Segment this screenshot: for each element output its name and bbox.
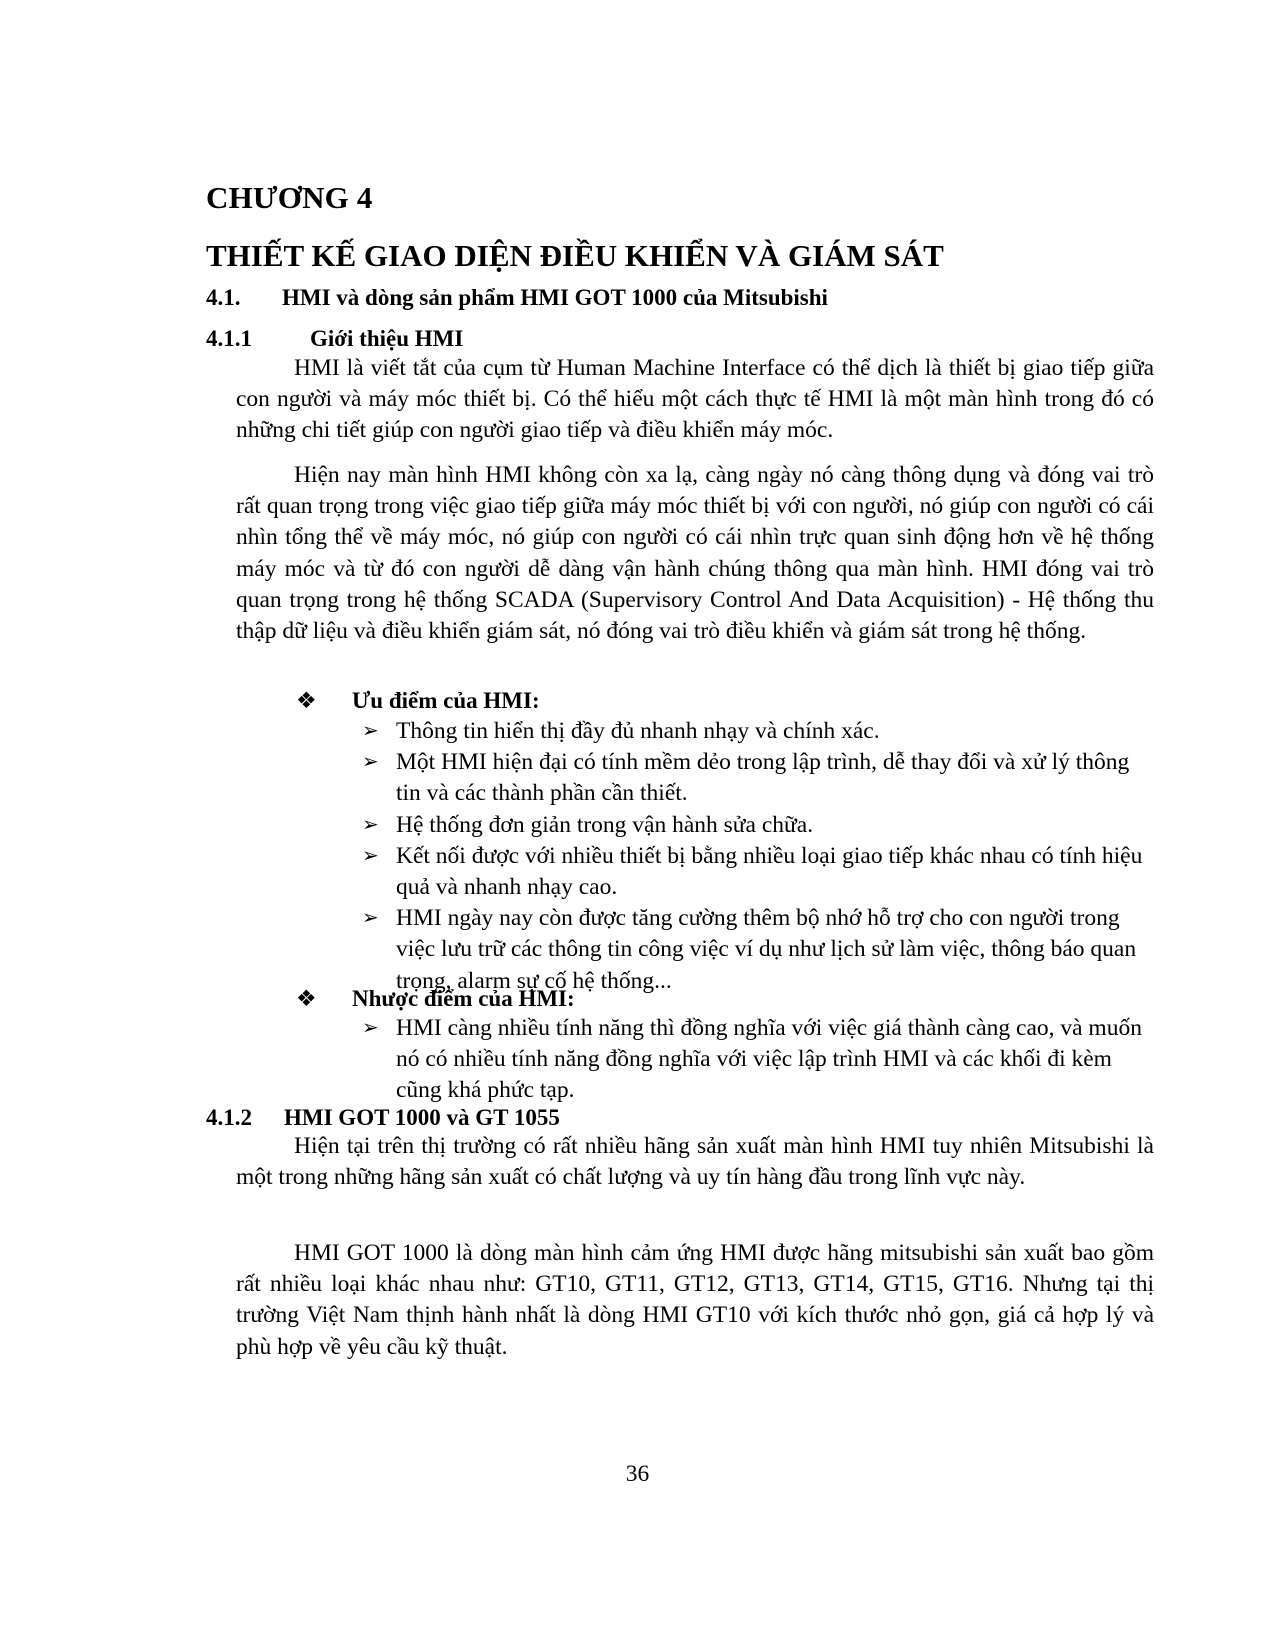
list-item-text: Một HMI hiện đại có tính mềm dẻo trong lập trình, dễ thay đổi và xử lý thông tin và các thành phần cần thiết. — [396, 749, 1130, 807]
list-item-text: HMI càng nhiều tính năng thì đồng nghĩa với việc giá thành càng cao, và muốn nó có nhiều tính năng đồng nghĩa với việc lập trình HMI và các khối đi kèm cũng khá phức tạp. — [396, 1015, 1142, 1104]
disadvantages-list — [360, 1013, 1158, 1107]
advantages-list — [360, 716, 1158, 997]
section-number: 4.1.1 — [206, 326, 252, 351]
list-item — [360, 841, 1158, 903]
diamond-bullet-icon: ❖ — [296, 688, 317, 713]
list-item-text: Thông tin hiển thị đầy đủ nhanh nhạy và chính xác. — [396, 718, 880, 744]
paragraph-got1000-series: HMI GOT 1000 là dòng màn hình cảm ứng HMI được hãng mitsubishi sản xuất bao gồm rất nhiều loại khác nhau như: GT10, GT11, GT12, GT13, GT14, GT15, GT16. Nhưng tại thị trường Việt Nam thịnh hành nhất là dòng HMI GT10 với kích thước nhỏ gọn, giá cả hợp lý và phù hợp về yêu cầu kỹ thuật. — [236, 1240, 1154, 1360]
paragraph-mitsubishi-market: Hiện tại trên thị trường có rất nhiều hãng sản xuất màn hình HMI tuy nhiên Mitsubishi là một trong những hãng sản xuất có chất lượng và uy tín hàng đầu trong lĩnh vực này. — [236, 1133, 1154, 1191]
section-number: 4.1.2 — [206, 1105, 252, 1130]
page-number: 36 — [625, 1461, 650, 1487]
arrow-bullet-icon: ➢ — [362, 1017, 379, 1039]
section-number: 4.1. — [206, 285, 241, 310]
disadvantages-heading-text: Nhược điểm của HMI: — [352, 986, 575, 1011]
list-item-text: Kết nối được với nhiều thiết bị bằng nhiều loại giao tiếp khác nhau có tính hiệu quả và nhanh nhạy cao. — [396, 842, 1143, 901]
list-item-text: Hệ thống đơn giản trong vận hành sửa chữa. — [396, 811, 814, 838]
section-4-1-2-heading — [206, 1105, 560, 1131]
arrow-bullet-icon: ➢ — [362, 813, 379, 836]
section-title: HMI và dòng sản phẩm HMI GOT 1000 của Mitsubishi — [282, 285, 828, 310]
list-item — [360, 1013, 1158, 1107]
paragraph-hmi-role: Hiện nay màn hình HMI không còn xa lạ, càng ngày nó càng thông dụng và đóng vai trò rất quan trọng trong việc giao tiếp giữa máy móc thiết bị với con người, nó giúp con người có cái nhìn tổng thể về máy móc, nó giúp con người có cái nhìn trực quan sinh động hơn về hệ thống máy móc và từ đó con người dễ dàng vận hành chúng thông qua màn hình. HMI đóng vai trò quan trọng trong hệ thống SCADA (Supervisory Control And Data Acquisition) - Hệ thống thu thập dữ liệu và điều khiển giám sát, nó đóng vai trò điều khiển và giám sát trong hệ thống. — [236, 462, 1154, 645]
chapter-title: THIẾT KẾ GIAO DIỆN ĐIỀU KHIỂN VÀ GIÁM SÁT — [206, 238, 944, 273]
section-title: HMI GOT 1000 và GT 1055 — [284, 1105, 560, 1130]
list-item — [360, 903, 1158, 997]
disadvantages-heading — [296, 986, 575, 1012]
diamond-bullet-icon: ❖ — [296, 986, 317, 1011]
arrow-bullet-icon: ➢ — [362, 907, 379, 930]
advantages-heading — [296, 688, 540, 714]
section-4-1-heading — [206, 285, 828, 311]
list-item — [360, 747, 1158, 809]
arrow-bullet-icon: ➢ — [362, 751, 379, 774]
list-item — [360, 810, 1158, 841]
chapter-label: CHƯƠNG 4 — [206, 180, 373, 215]
section-4-1-1-heading — [206, 326, 463, 352]
arrow-bullet-icon: ➢ — [362, 720, 379, 742]
arrow-bullet-icon: ➢ — [362, 844, 379, 867]
section-title: Giới thiệu HMI — [310, 326, 464, 351]
list-item — [360, 716, 1158, 747]
paragraph-hmi-definition: HMI là viết tắt của cụm từ Human Machine Interface có thể dịch là thiết bị giao tiếp giữa con người và máy móc thiết bị. Có thể hiểu một cách thực tế HMI là một màn hình trong đó có những chi tiết giúp con người giao tiếp và điều khiển máy móc. — [236, 355, 1154, 444]
advantages-heading-text: Ưu điểm của HMI: — [352, 688, 540, 713]
list-item-text: HMI ngày nay còn được tăng cường thêm bộ nhớ hỗ trợ cho con người trong việc lưu trữ các thông tin công việc ví dụ như lịch sử làm việc, thông báo quan trọng, alarm sự cố hệ thống... — [396, 905, 1137, 994]
